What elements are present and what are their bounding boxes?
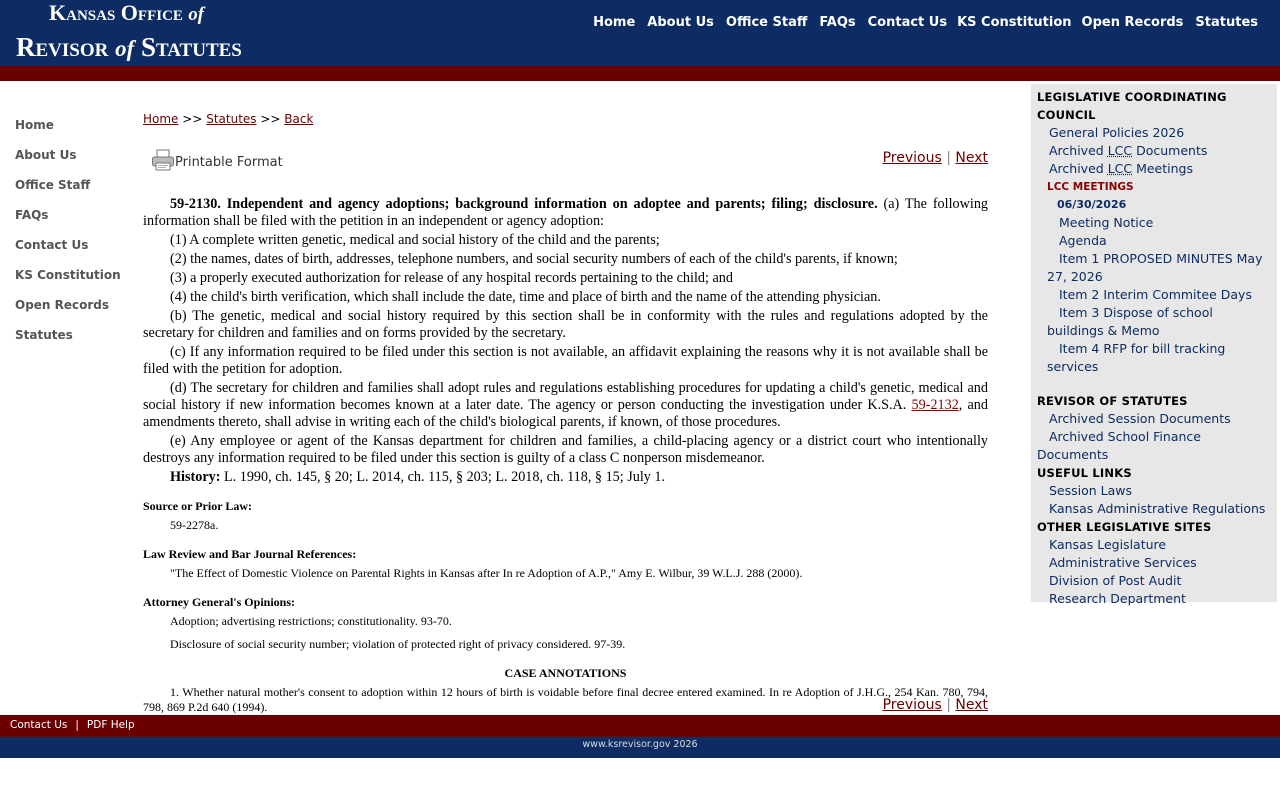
footer-copyright-bar xyxy=(0,737,1280,758)
kar-link[interactable]: Kansas Administrative Regulations xyxy=(1049,501,1266,516)
archived-school-finance-link-cont[interactable]: Documents xyxy=(1037,447,1109,462)
statute-heading: 59-2130. Independent and agency adoptions; background information on adoptee and parents; filing; disclosure. xyxy=(170,196,878,212)
topnav-faqs[interactable]: FAQs xyxy=(819,15,856,30)
law-review-text: "The Effect of Domestic Violence on Parental Rights in Kansas after In re Adoption of A.P.," Amy E. Wilbur, 39 W.L.J. 288 (2000). xyxy=(170,566,803,580)
statute-text xyxy=(143,196,988,715)
admin-services-link[interactable]: Administrative Services xyxy=(1049,555,1197,570)
ks-legislature-link[interactable]: Kansas Legislature xyxy=(1049,537,1167,552)
general-policies-link[interactable]: General Policies 2026 xyxy=(1049,125,1185,140)
post-audit-link[interactable]: Division of Post Audit xyxy=(1049,573,1182,588)
statute-d xyxy=(143,380,988,431)
logo-text-of-2: of xyxy=(115,36,135,61)
leftnav-home[interactable]: Home xyxy=(15,118,54,132)
previous-link[interactable]: Previous xyxy=(882,150,942,166)
footer-links-bar xyxy=(0,715,1280,737)
ag-opinion-1: Adoption; advertising restrictions; constitutionality. 93-70. xyxy=(170,614,452,628)
meeting-notice-link[interactable]: Meeting Notice xyxy=(1059,215,1154,230)
statute-d-text: (d) The secretary for children and families shall adopt rules and regulations establishing procedures for updating a child's genetic, medical and social history if new information becomes known at a later date. The agency or person conducting the investigation under K.S.A. xyxy=(143,380,988,413)
archived-lcc-meetings-link[interactable] xyxy=(1037,160,1277,178)
statute-c: (c) If any information required to be filed under this section is not available, an affidavit explaining the reasons why it is not available shall be filed with the petition for adoption. xyxy=(143,344,988,377)
prev-next-top xyxy=(883,150,988,166)
prev-next-separator: | xyxy=(946,150,951,166)
lcc-abbr: LCC xyxy=(1107,143,1133,158)
breadcrumb-statutes[interactable]: Statutes xyxy=(206,112,257,126)
session-laws-link[interactable]: Session Laws xyxy=(1049,483,1133,498)
next-link-bottom[interactable]: Next xyxy=(955,697,988,713)
logo-text-revisor: Revisor xyxy=(16,32,109,62)
breadcrumb-separator: >> xyxy=(182,112,203,126)
history-text: L. 1990, ch. 145, § 20; L. 2014, ch. 115, § 203; L. 2018, ch. 118, § 15; July 1. xyxy=(220,469,666,485)
item3-link[interactable]: Item 3 Dispose of school xyxy=(1059,305,1213,320)
previous-link-bottom[interactable]: Previous xyxy=(882,697,942,713)
prev-next-bottom xyxy=(883,697,988,713)
footer-contact-link[interactable]: Contact Us xyxy=(10,719,68,731)
documents-label: Documents xyxy=(1132,143,1208,158)
leftnav-about-us[interactable]: About Us xyxy=(15,148,77,162)
breadcrumb-back[interactable]: Back xyxy=(284,112,314,126)
statute-a3: (3) a properly executed authorization for release of any hospital records pertaining to the child; and xyxy=(170,270,733,286)
meetings-label: Meetings xyxy=(1132,161,1193,176)
header-accent-bar xyxy=(0,66,1280,81)
logo-text-statutes: Statutes xyxy=(140,32,242,62)
topnav-home[interactable]: Home xyxy=(593,15,636,30)
item1-link-cont[interactable]: 27, 2026 xyxy=(1047,269,1103,284)
leftnav-office-staff[interactable]: Office Staff xyxy=(15,178,91,192)
statute-link-59-2132[interactable]: 59-2132 xyxy=(911,397,959,413)
print-row xyxy=(143,146,988,196)
statute-history xyxy=(143,469,988,486)
source-text: 59-2278a. xyxy=(170,518,219,532)
leftnav-ks-constitution[interactable]: KS Constitution xyxy=(15,268,121,282)
item3-link-cont[interactable]: buildings & Memo xyxy=(1047,323,1160,338)
archived-label: Archived xyxy=(1049,143,1108,158)
archived-session-link[interactable]: Archived Session Documents xyxy=(1049,411,1231,426)
footer-pdf-help-link[interactable]: PDF Help xyxy=(86,719,135,731)
item1-link[interactable]: Item 1 PROPOSED MINUTES May xyxy=(1059,251,1263,266)
printable-format-link[interactable]: Printable Format xyxy=(175,155,283,170)
archived-label: Archived xyxy=(1049,161,1108,176)
topnav-contact-us[interactable]: Contact Us xyxy=(867,15,948,30)
other-sites-heading: OTHER LEGISLATIVE SITES xyxy=(1037,520,1212,534)
revisor-heading: REVISOR OF STATUTES xyxy=(1037,394,1188,408)
top-nav xyxy=(581,15,1258,30)
archived-lcc-documents-link[interactable] xyxy=(1037,142,1277,160)
breadcrumb-separator: >> xyxy=(260,112,281,126)
prev-next-bottom-wrap xyxy=(143,697,988,717)
statute-a4: (4) the child's birth verification, which shall include the date, time and place of birth and the name of the attending physician. xyxy=(170,289,881,305)
leftnav-faqs[interactable]: FAQs xyxy=(15,208,49,222)
history-label: History: xyxy=(170,469,221,485)
statute-b: (b) The genetic, medical and social history required by this section shall be in conformity with the rules and regulations adopted by the secretary for children and families and on forms provided by the secretary. xyxy=(143,308,988,341)
archived-school-finance-link[interactable]: Archived School Finance xyxy=(1049,429,1201,444)
law-review-heading: Law Review and Bar Journal References: xyxy=(143,547,357,561)
prev-next-separator: | xyxy=(946,697,951,713)
statute-d-text-end: , and amendments thereto, shall advise in writing each of the child's biological parents, if known, of those procedures. xyxy=(143,397,988,430)
ag-opinion-2: Disclosure of social security number; violation of protected right of privacy considered. 97-39. xyxy=(170,637,626,651)
footer-separator: | xyxy=(75,719,79,731)
main-content xyxy=(143,112,988,715)
topnav-about-us[interactable]: About Us xyxy=(647,15,714,30)
statute-a1: (1) A complete written genetic, medical and social history of the child and the parents; xyxy=(170,232,660,248)
printer-icon[interactable] xyxy=(151,149,175,171)
right-sidebar xyxy=(1031,84,1277,606)
site-header xyxy=(0,0,1280,66)
topnav-ks-constitution[interactable]: KS Constitution xyxy=(957,15,1072,30)
meeting-date: 06/30/2026 xyxy=(1057,198,1127,211)
item4-link-cont[interactable]: services xyxy=(1047,359,1099,374)
lcc-meetings-heading: LCC MEETINGS xyxy=(1047,181,1134,193)
statute-e: (e) Any employee or agent of the Kansas department for children and families, a child-placing agency or a district court who intentionally destroys any information required to be filed under this section is guilty of a class C nonperson misdemeanor. xyxy=(143,433,988,466)
statute-a2: (2) the names, dates of birth, addresses, telephone numbers, and social security numbers of each of the child's parents, if known; xyxy=(170,251,898,267)
statute-a-intro: (a) The following information shall be filed with the petition in an independent or agency adoption: xyxy=(143,196,989,229)
logo-text-of: of xyxy=(188,4,204,25)
leftnav-statutes[interactable]: Statutes xyxy=(15,328,73,342)
leftnav-open-records[interactable]: Open Records xyxy=(15,298,110,312)
case-annotations-heading: CASE ANNOTATIONS xyxy=(504,666,627,680)
case-annotation-1: 1. Whether natural mother's consent to adoption within 12 hours of birth is voidable before final decree entered examined. In re Adoption of J.H.G., 254 Kan. 780, 794, 798, 869 P.2d 640 (1994). xyxy=(143,685,988,714)
next-link[interactable]: Next xyxy=(955,150,988,166)
left-nav xyxy=(15,118,121,358)
statute-para-a xyxy=(143,196,988,230)
item2-link[interactable]: Item 2 Interim Commitee Days xyxy=(1059,287,1252,302)
research-dept-link[interactable]: Research Department xyxy=(1049,591,1186,606)
ag-opinions-heading: Attorney General's Opinions: xyxy=(143,595,295,609)
breadcrumb-home[interactable]: Home xyxy=(143,112,179,126)
leftnav-contact-us[interactable]: Contact Us xyxy=(15,238,89,252)
footer-copyright: www.ksrevisor.gov 2026 xyxy=(582,739,698,750)
topnav-office-staff[interactable]: Office Staff xyxy=(725,15,808,30)
topnav-open-records[interactable]: Open Records xyxy=(1081,15,1184,30)
item4-link[interactable]: Item 4 RFP for bill tracking xyxy=(1059,341,1226,356)
topnav-statutes[interactable]: Statutes xyxy=(1195,15,1258,30)
breadcrumb xyxy=(143,112,988,126)
lcc-heading: LEGISLATIVE COORDINATING COUNCIL xyxy=(1037,90,1227,122)
lcc-abbr: LCC xyxy=(1107,161,1133,176)
sidebar-spacer xyxy=(1037,376,1277,392)
logo-text-kansas-office: Kansas Office xyxy=(49,0,183,25)
agenda-link[interactable]: Agenda xyxy=(1059,233,1107,248)
useful-links-heading: USEFUL LINKS xyxy=(1037,466,1132,480)
source-heading: Source or Prior Law: xyxy=(143,499,252,513)
